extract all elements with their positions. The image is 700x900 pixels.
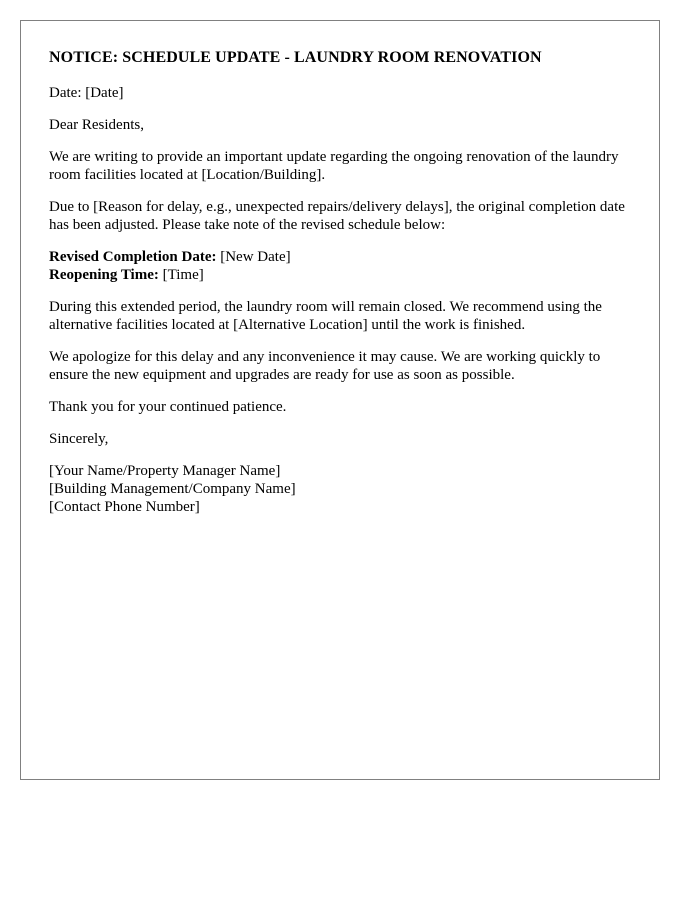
date-line: Date: [Date] bbox=[49, 85, 124, 101]
completion-line bbox=[49, 248, 631, 266]
signature-name: [Your Name/Property Manager Name] bbox=[49, 463, 281, 479]
delay-paragraph: Due to [Reason for delay, e.g., unexpected repairs/delivery delays], the original completion date has been adjusted. Please take note of the revised schedule below: bbox=[49, 199, 625, 233]
signature-block bbox=[49, 462, 631, 516]
signature-phone: [Contact Phone Number] bbox=[49, 499, 200, 515]
completion-label: Revised Completion Date: bbox=[49, 249, 217, 265]
reopening-label: Reopening Time: bbox=[49, 267, 159, 283]
greeting: Dear Residents, bbox=[49, 117, 144, 133]
reopening-value: [Time] bbox=[158, 267, 204, 283]
closure-paragraph: During this extended period, the laundry room will remain closed. We recommend using the alternative facilities located at [Alternative Location] until the work is finished. bbox=[49, 299, 602, 333]
intro-paragraph: We are writing to provide an important update regarding the ongoing renovation of the laundry room facilities located at [Location/Building]. bbox=[49, 149, 619, 183]
notice-document bbox=[20, 20, 660, 780]
revised-schedule bbox=[49, 248, 631, 284]
signature-company: [Building Management/Company Name] bbox=[49, 481, 296, 497]
completion-value: [New Date] bbox=[216, 249, 291, 265]
closing-line: Sincerely, bbox=[49, 431, 109, 447]
reopening-line bbox=[49, 266, 631, 284]
notice-title: NOTICE: SCHEDULE UPDATE - LAUNDRY ROOM RENOVATION bbox=[49, 49, 542, 66]
apology-paragraph: We apologize for this delay and any inconvenience it may cause. We are working quickly to ensure the new equipment and upgrades are ready for use as soon as possible. bbox=[49, 349, 601, 383]
thanks-line: Thank you for your continued patience. bbox=[49, 399, 287, 415]
